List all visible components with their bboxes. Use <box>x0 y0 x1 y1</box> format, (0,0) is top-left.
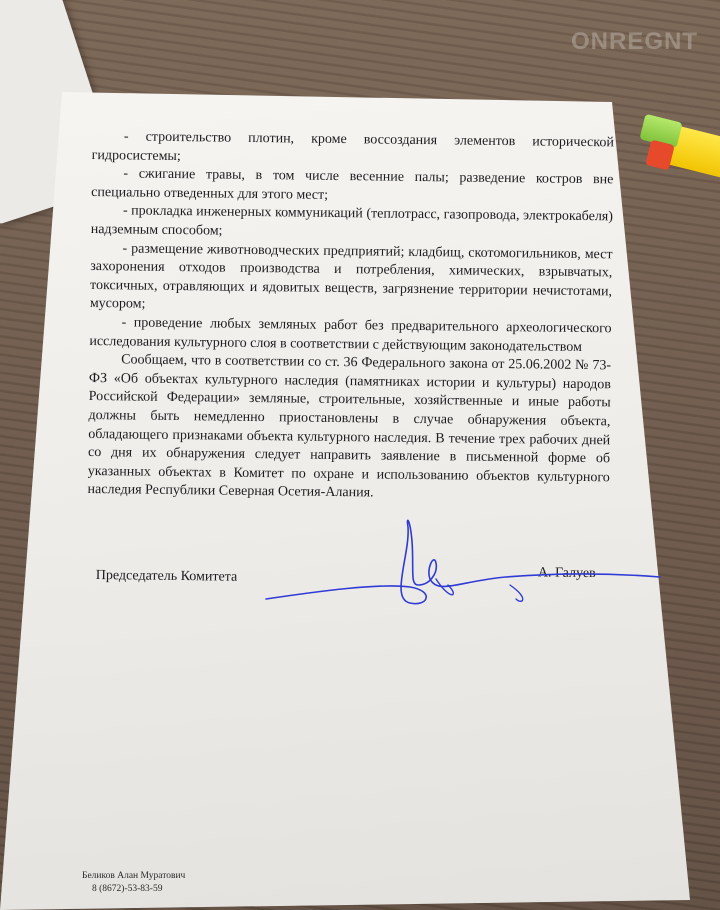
handwritten-signature <box>260 515 670 615</box>
lighter-photo <box>640 110 720 170</box>
signer-title: Председатель Комитета <box>95 567 238 585</box>
restriction-dams: - строительство плотин, кроме воссоздания элементов исторической гидросистемы; <box>91 129 614 164</box>
executor-info <box>82 870 185 896</box>
signer-name: А. Галуев <box>537 565 596 582</box>
lighter-button <box>645 139 675 170</box>
restriction-earthworks: - проведение любых земляных работ без предварительного археологического исследования культурного слоя в соответствии с действующим законодательством <box>89 315 612 355</box>
notice-paragraph: Сообщаем, что в соответствии со ст. 36 Федерального закона от 25.06.2002 № 73-ФЗ «Об объектах культурного наследия (памятниках истории и культуры) народов Российской Федерации» земляные, строительные, хозяйственные и иные работы должны быть немедленно приостановлены в случае обнаружения объекта, обладающего признаками объекта культурного наследия. В течение трех рабочих дней со дня их обнаружения следует направить заявление в письменной форме об указанных объектах в Комитет по охране и использованию объектов культурного наследия Республики Северная Осетия-Алания. <box>87 352 612 501</box>
restriction-livestock-burial: - размещение животноводческих предприятий; кладбищ, скотомогильников, мест захоронения отходов производства и потребления, химических, взрывчатых, токсичных, отравляющих и ядовитых веществ, загрязнение территории нечистотами, мусором; <box>89 240 613 313</box>
restriction-utilities: - прокладка инженерных коммуникаций (теплотрасс, газопровода, электрокабеля) надземным способом; <box>90 203 614 239</box>
executor-name: Беликов Алан Муратович <box>82 871 186 881</box>
executor-phone: 8 (8672)-53-83-59 <box>92 884 163 894</box>
watermark: ONREGNT <box>571 28 698 55</box>
letter-body <box>87 128 614 506</box>
restriction-grass-burning: - сжигание травы, в том числе весенние палы; разведение костров вне специально отведенных для этого мест; <box>91 166 614 203</box>
